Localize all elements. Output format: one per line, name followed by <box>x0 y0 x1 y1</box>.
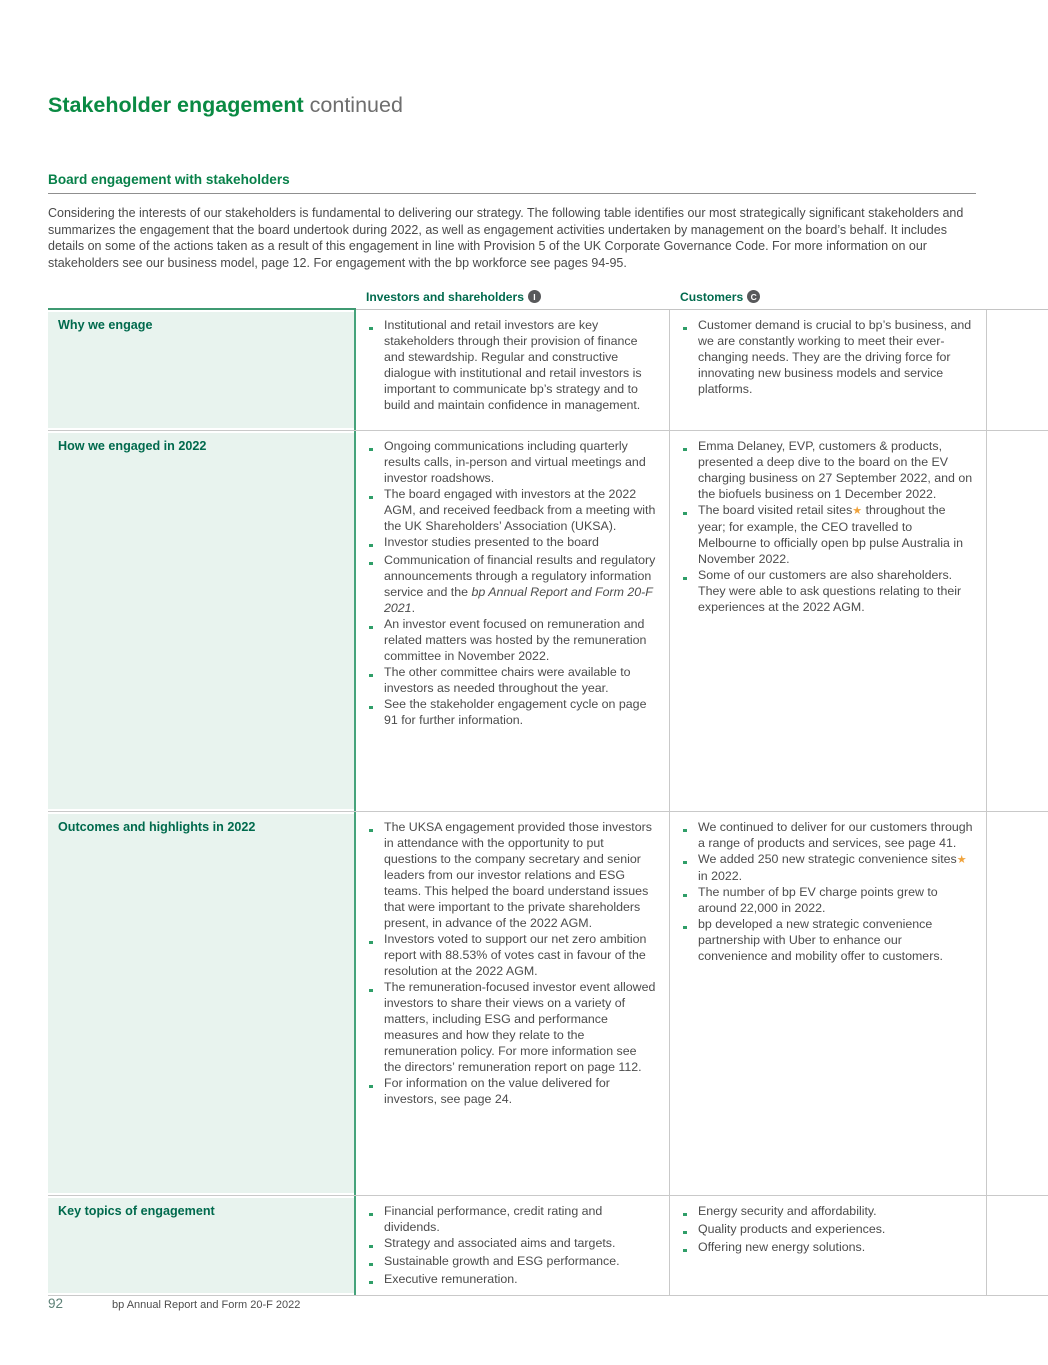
row-label-cell <box>48 812 356 1195</box>
bullet-item <box>366 616 657 664</box>
table-body <box>48 310 1048 1295</box>
bullet-item <box>680 502 974 567</box>
cutoff-column-header <box>987 284 1048 310</box>
bullet-marker-icon <box>366 534 384 552</box>
bullet-marker-icon <box>680 884 698 902</box>
customers-badge-icon: C <box>747 290 760 303</box>
column-header-label: Investors and shareholders <box>366 290 524 304</box>
bullet-text: Financial performance, credit rating and dividends. <box>384 1204 603 1234</box>
table-row <box>48 310 1048 430</box>
bullet-item <box>680 567 974 615</box>
bullet-marker-icon <box>680 438 698 456</box>
bullet-item <box>366 1271 657 1289</box>
investors-cell <box>356 812 670 1195</box>
bullet-item <box>680 819 974 851</box>
bullet-marker-icon <box>366 1235 384 1253</box>
bullet-marker-icon <box>366 552 384 570</box>
bullet-text: An investor event focused on remuneration and related matters was hosted by the remuneration committee in November 2022. <box>384 617 647 663</box>
bullet-text: The board engaged with investors at the 2022 AGM, and received feedback from a meeting with the UK Shareholders’ Association (UKSA). <box>384 487 656 533</box>
bullet-item <box>366 664 657 696</box>
bullet-text: Customer demand is crucial to bp’s business, and we are constantly working to meet their ever-changing needs. They are the driving force for innovating new business models and service platforms. <box>698 318 972 396</box>
bullet-text: Institutional and retail investors are key stakeholders through their provision of finance and stewardship. Regular and constructive dialogue with institutional and retail investors is important to communicate bp’s strategy and to build and maintain confidence in management. <box>384 318 642 412</box>
bullet-text: The number of bp EV charge points grew to around 22,000 in 2022. <box>698 885 938 915</box>
section-heading: Board engagement with stakeholders <box>48 172 290 187</box>
page-title-main: Stakeholder engagement <box>48 93 304 117</box>
customers-cell <box>670 431 987 811</box>
bullet-text: Some of our customers are also shareholders. They were able to ask questions relating to their experiences at the 2022 AGM. <box>698 568 962 614</box>
bullet-marker-icon <box>366 931 384 949</box>
bullet-marker-icon <box>680 317 698 335</box>
row-label-cell <box>48 431 356 811</box>
bullet-text: The UKSA engagement provided those investors in attendance with the opportunity to put questions to the company secretary and senior leaders from our investor relations and ESG teams. This helped the board understand issues that were important to the private shareholders present, in advance of the 2022 AGM. <box>384 820 652 930</box>
table-header-row <box>48 284 1048 310</box>
row-label-background <box>48 814 354 1193</box>
bullet-marker-icon <box>680 502 698 520</box>
bullet-marker-icon <box>680 1203 698 1221</box>
bullet-marker-icon <box>680 819 698 837</box>
bullet-item <box>680 916 974 964</box>
bullet-text: The remuneration-focused investor event allowed investors to share their views on a variety of matters, including ESG and performance measures and how they relate to the remuneration policy. For more information see the directors’ remuneration report on page 112. <box>384 980 656 1074</box>
page-title <box>48 93 403 117</box>
bullet-item <box>366 696 657 728</box>
investors-badge-icon: I <box>528 290 541 303</box>
page-title-suffix: continued <box>309 93 403 117</box>
bullet-text: Offering new energy solutions. <box>698 1240 866 1254</box>
bullet-text: See the stakeholder engagement cycle on page 91 for further information. <box>384 697 647 727</box>
bullet-text: Communication of financial results and regulatory announcements through a regulatory information service and the bp Annual Report and Form 20-F 2021. <box>384 553 656 615</box>
cutoff-column <box>987 1196 1048 1295</box>
bullet-item <box>680 1239 974 1257</box>
bullet-text: Investors voted to support our net zero ambition report with 88.53% of votes cast in favour of the resolution at the 2022 AGM. <box>384 932 647 978</box>
bullet-text: Emma Delaney, EVP, customers & products, presented a deep dive to the board on the EV charging business on 27 September 2022, and on the biofuels business on 1 December 2022. <box>698 439 973 501</box>
bullet-text: Ongoing communications including quarterly results calls, in-person and virtual meetings and investor roadshows. <box>384 439 646 485</box>
table-row <box>48 1195 1048 1295</box>
bullet-marker-icon <box>680 916 698 934</box>
bullet-text: Sustainable growth and ESG performance. <box>384 1254 620 1268</box>
table-row <box>48 811 1048 1195</box>
row-label: Key topics of engagement <box>58 1204 215 1218</box>
cutoff-column <box>987 812 1048 1195</box>
bullet-item <box>366 552 657 616</box>
bullet-marker-icon <box>366 664 384 682</box>
bullet-marker-icon <box>366 486 384 504</box>
section-heading-block <box>48 172 976 194</box>
row-label-background <box>48 433 354 809</box>
customers-cell <box>670 310 987 430</box>
cutoff-column <box>987 431 1048 811</box>
row-label: Why we engage <box>58 318 153 332</box>
bullet-item <box>366 534 657 552</box>
bullet-marker-icon <box>366 979 384 997</box>
bullet-marker-icon <box>366 1271 384 1289</box>
cutoff-column <box>987 310 1048 430</box>
bullet-text: Quality products and experiences. <box>698 1222 886 1236</box>
column-header-label: Customers <box>680 290 744 304</box>
bullet-marker-icon <box>366 1253 384 1271</box>
bullet-item <box>680 1203 974 1221</box>
table-row <box>48 430 1048 811</box>
row-label-background <box>48 312 354 428</box>
star-icon: ★ <box>852 505 863 517</box>
page-number: 92 <box>48 1296 64 1311</box>
bullet-marker-icon <box>680 1221 698 1239</box>
bullet-marker-icon <box>366 438 384 456</box>
bullet-marker-icon <box>366 1075 384 1093</box>
bullet-text: The board visited retail sites★ throughout the year; for example, the CEO travelled to Melbourne to officially open bp pulse Australia in November 2022. <box>698 503 963 566</box>
bullet-item <box>366 1075 657 1107</box>
row-label-background <box>48 1198 354 1293</box>
customers-cell <box>670 812 987 1195</box>
customers-cell <box>670 1196 987 1295</box>
bullet-text: Strategy and associated aims and targets. <box>384 1236 616 1250</box>
bullet-item <box>366 819 657 931</box>
bullet-marker-icon <box>680 567 698 585</box>
star-icon: ★ <box>956 854 967 866</box>
bullet-item <box>680 884 974 916</box>
section-rule <box>48 193 976 194</box>
investors-cell <box>356 1196 670 1295</box>
bullet-item <box>366 438 657 486</box>
column-header-investors <box>356 284 670 310</box>
bullet-item <box>680 1221 974 1239</box>
page-footer <box>48 1296 300 1311</box>
bullet-marker-icon <box>680 851 698 869</box>
bullet-text: The other committee chairs were available to investors as needed throughout the year. <box>384 665 631 695</box>
bullet-marker-icon <box>366 696 384 714</box>
bullet-item <box>366 317 657 413</box>
label-column-spacer <box>48 284 356 310</box>
stakeholder-table <box>48 284 1048 1296</box>
bullet-item <box>366 486 657 534</box>
bullet-marker-icon <box>366 317 384 335</box>
intro-paragraph: Considering the interests of our stakeholders is fundamental to delivering our strategy. The following table identifies our most strategically significant stakeholders and summarizes the engagement that the board undertook during 2022, as well as engagement activities undertaken by management on the board’s behalf. It includes details on some of the actions taken as a result of this engagement in line with Provision 5 of the UK Corporate Governance Code. For more information on our stakeholders see our business model, page 12. For engagement with the bp workforce see pages 94-95. <box>48 206 964 270</box>
bullet-text: Investor studies presented to the board <box>384 535 599 549</box>
bullet-marker-icon <box>366 616 384 634</box>
bullet-item <box>366 1235 657 1253</box>
row-label-cell <box>48 310 356 430</box>
bullet-marker-icon <box>366 1203 384 1221</box>
bullet-item <box>680 851 974 884</box>
investors-cell <box>356 431 670 811</box>
row-label-cell <box>48 1196 356 1295</box>
bullet-marker-icon <box>366 819 384 837</box>
bullet-text: For information on the value delivered for investors, see page 24. <box>384 1076 610 1106</box>
bullet-item <box>366 979 657 1075</box>
bullet-marker-icon <box>680 1239 698 1257</box>
bullet-text: Executive remuneration. <box>384 1272 518 1286</box>
bullet-item <box>680 438 974 502</box>
footer-report-title: bp Annual Report and Form 20-F 2022 <box>112 1299 301 1311</box>
bullet-item <box>366 931 657 979</box>
bullet-text: We added 250 new strategic convenience sites★ in 2022. <box>698 852 967 883</box>
column-header-customers <box>670 284 987 310</box>
row-label: How we engaged in 2022 <box>58 439 207 453</box>
bullet-text: Energy security and affordability. <box>698 1204 877 1218</box>
bullet-item <box>366 1253 657 1271</box>
bullet-item <box>366 1203 657 1235</box>
bullet-item <box>680 317 974 397</box>
bullet-text: bp developed a new strategic convenience partnership with Uber to enhance our convenience and mobility offer to customers. <box>698 917 943 963</box>
bullet-text: We continued to deliver for our customers through a range of products and services, see page 41. <box>698 820 973 850</box>
investors-cell <box>356 310 670 430</box>
row-label: Outcomes and highlights in 2022 <box>58 820 256 834</box>
